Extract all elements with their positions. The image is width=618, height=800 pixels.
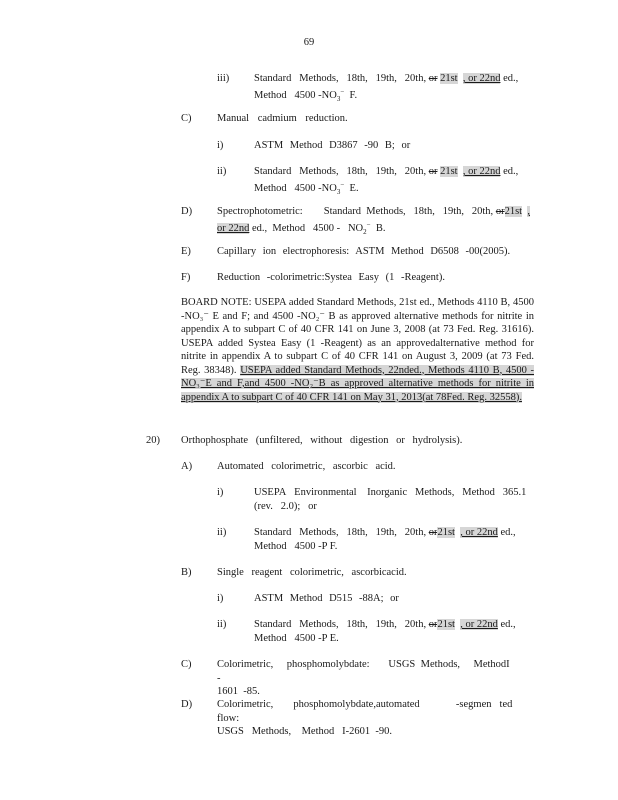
item-label: iii) — [217, 73, 230, 84]
board-note-plain: BOARD NOTE: USEPA added Standard Methods, 21st ed., Methods 4110 B, 4500 -NO₃⁻ E and F; and 4500 -NO₂⁻ B as approved alternative methods for nitrite in appendix A to subpart C of 40 CFR 141 on June 3, 2008 (at 73 Fed. Reg. 31616). USEPA added Systea Easy (1 -Reagent) as an approvedalternative method for nitrite in appendix A to subpart C of 40 CFR 141 on August 3, 2009 (at 73 Fed. Reg. 38348). — [181, 297, 534, 376]
item-text — [254, 526, 536, 553]
item-label: F) — [181, 272, 191, 283]
item-label: i) — [217, 140, 224, 151]
item-text — [254, 486, 536, 513]
item-label: C) — [181, 113, 192, 124]
item-label: B) — [181, 567, 192, 578]
item-text — [217, 658, 515, 699]
item-label: D) — [181, 699, 193, 710]
item-label: A) — [181, 461, 193, 472]
item-text: Reduction -colorimetric:Systea Easy (1 -Reagent). — [217, 272, 445, 283]
item-text — [217, 205, 537, 240]
item-text-rich: Standard Methods, 18th, 19th, 20th, or 21st , or 22nd ed., Method 4500 $-NO_3^-$ E. — [254, 166, 519, 197]
item-text — [254, 165, 536, 200]
item-text-rich: Spectrophotometric: Standard Methods, 18th, 19th, 20th, or21st , or 22nd ed., Method $4500 - NO_2^-$ B. — [217, 206, 530, 237]
item-label: D) — [181, 206, 193, 217]
item-text — [254, 72, 536, 107]
item-text-rich: Standard Methods, 18th, 19th, 20th, or 21st , or 22nd ed., Method 4500 $-NO_3^-$ F. — [254, 73, 519, 104]
item-text: Capillary ion electrophoresis: ASTM Method D6508 -00(2005). — [217, 246, 511, 257]
item-label: C) — [181, 659, 192, 670]
board-note-highlighted: USEPA added Standard Methods, 22nded., Methods 4110 B, 4500 -NO₃⁻E and F,and 4500 -NO₂⁻B as approved alternative methods for nitrite in appendix A to subpart C of 40 CFR 141 on May 31, 2013(at 78Fed. Reg. 32558). — [181, 364, 534, 403]
section-title: Orthophosphate (unfiltered, without digestion or hydrolysis). — [181, 435, 463, 446]
item-label: i) — [217, 593, 224, 604]
item-label: ii) — [217, 166, 227, 177]
item-text: ASTM Method D3867 -90 B; or — [254, 140, 411, 151]
page-number: 69 — [303, 37, 315, 48]
item-label: E) — [181, 246, 191, 257]
item-text: Manual cadmium reduction. — [217, 113, 348, 124]
item-text: Automated colorimetric, ascorbic acid. — [217, 461, 396, 472]
item-text: Single reagent colorimetric, ascorbicacid. — [217, 567, 407, 578]
item-text-rich: USEPA Environmental Inorganic Methods, Method 365.1 (rev. 2.0); or — [254, 487, 527, 512]
section-number: 20) — [146, 435, 160, 446]
item-label: ii) — [217, 527, 227, 538]
item-text-rich: Standard Methods, 18th, 19th, 20th, or21st , or 22nd ed., Method 4500 -P E. — [254, 619, 516, 644]
item-text-rich: Standard Methods, 18th, 19th, 20th, or21st , or 22nd ed., Method 4500 -P F. — [254, 527, 516, 552]
board-note — [181, 296, 534, 404]
item-label: i) — [217, 487, 224, 498]
item-label: ii) — [217, 619, 227, 630]
item-text-rich: Colorimetric, phosphomolybdate,automated -segmen ted flow: USGS Methods, Method I-2601 -90. — [217, 699, 515, 737]
item-text-rich: Colorimetric, phosphomolybdate: USGS Methods, MethodI - 1601 -85. — [217, 659, 515, 697]
item-text — [254, 618, 536, 645]
item-text: ASTM Method D515 -88A; or — [254, 593, 399, 604]
item-text — [217, 698, 515, 739]
